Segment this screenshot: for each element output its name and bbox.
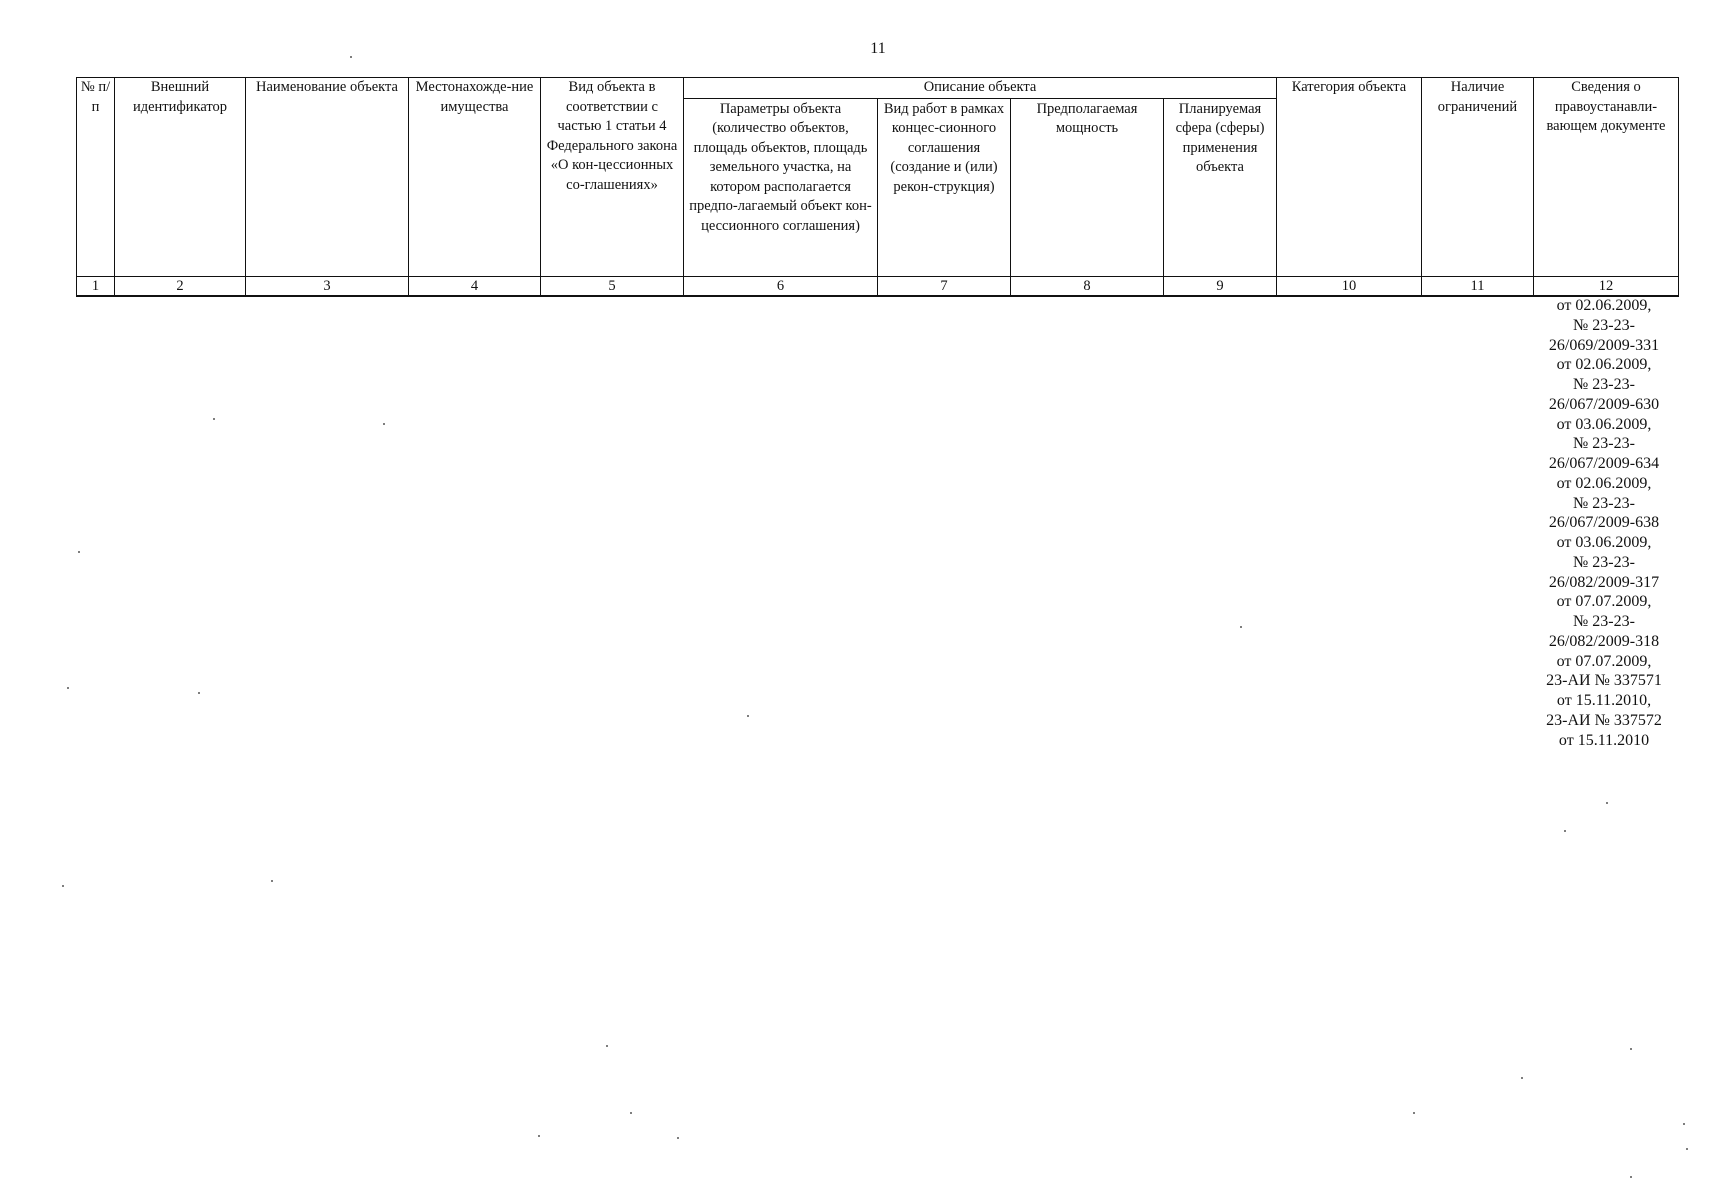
text-line: № 23-23- — [1573, 553, 1635, 571]
header-object-description: Описание объекта — [684, 78, 1277, 99]
header-title-document: Сведения о правоустанавли-вающем документе — [1534, 78, 1679, 277]
scan-speck — [1240, 626, 1242, 628]
header-external-id: Внешний идентификатор — [115, 78, 246, 277]
column-number: 6 — [684, 276, 878, 296]
column-number: 2 — [115, 276, 246, 296]
scan-speck — [1521, 1077, 1523, 1079]
table-header-row — [77, 78, 1679, 99]
text-line: 26/067/2009-638 — [1548, 514, 1660, 532]
text-line: № 23-23- — [1573, 435, 1635, 453]
text-line: от 15.11.2010 — [1558, 731, 1650, 749]
text-line: № 23-23- — [1573, 376, 1635, 393]
column-number-row — [77, 276, 1679, 296]
header-application-sphere: Планируемая сфера (сферы) применения объекта — [1164, 98, 1277, 276]
text-line: от 03.06.2009, — [1556, 415, 1652, 433]
scan-speck — [1413, 1112, 1415, 1114]
text-line: от 15.11.2010, — [1556, 692, 1652, 709]
scan-speck — [383, 423, 385, 425]
header-parameters: Параметры объекта (количество объектов, площадь объектов, площадь земельного участка, на котором располагается предпо-лагаемый объект кон-цессионного соглашения) — [684, 98, 878, 276]
scan-speck — [1606, 802, 1608, 804]
text-line: 23-АИ № 337572 — [1546, 711, 1662, 729]
text-line: 26/082/2009-317 — [1548, 573, 1660, 591]
column-number: 4 — [409, 276, 541, 296]
column-number: 12 — [1534, 276, 1679, 296]
scan-speck — [606, 1045, 608, 1047]
scan-speck — [1630, 1176, 1632, 1178]
text-line: 26/067/2009-634 — [1548, 455, 1660, 472]
scan-speck — [1686, 1148, 1688, 1150]
column-number: 7 — [878, 276, 1011, 296]
page-number: 11 — [870, 40, 886, 57]
scan-speck — [1564, 830, 1566, 832]
header-capacity: Предполагаемая мощность — [1011, 98, 1164, 276]
text-line: 26/082/2009-318 — [1548, 632, 1660, 650]
scan-speck — [198, 692, 200, 694]
header-category: Категория объекта — [1277, 78, 1422, 277]
header-object-name: Наименование объекта — [246, 78, 409, 277]
registry-table — [76, 77, 1679, 297]
scan-speck — [350, 56, 352, 58]
text-line: № 23-23- — [1573, 316, 1635, 334]
column-number: 5 — [541, 276, 684, 296]
scan-speck — [1683, 1123, 1685, 1125]
column-number: 11 — [1422, 276, 1534, 296]
header-object-type: Вид объекта в соответствии с частью 1 статьи 4 Федерального закона «О кон-цессионных со-глашениях» — [541, 78, 684, 277]
scan-speck — [271, 880, 273, 882]
scan-speck — [78, 551, 80, 553]
text-line: от 07.07.2009, — [1556, 593, 1652, 611]
text-line: 26/067/2009-630 — [1548, 395, 1660, 413]
text-line: 23-АИ № 337571 — [1546, 672, 1662, 690]
header-restrictions: Наличие ограничений — [1422, 78, 1534, 277]
text-line: № 23-23- — [1573, 494, 1635, 512]
text-line: 26/069/2009-331 — [1548, 336, 1660, 354]
text-line: от 02.06.2009, — [1556, 356, 1652, 374]
column-number: 8 — [1011, 276, 1164, 296]
text-line: от 03.06.2009, — [1556, 534, 1652, 551]
text-line: № 23-23- — [1573, 613, 1635, 630]
scan-speck — [538, 1135, 540, 1137]
scan-speck — [62, 885, 64, 887]
scan-speck — [1630, 1048, 1632, 1050]
column-number: 1 — [77, 276, 115, 296]
header-number: № п/п — [77, 78, 115, 277]
title-document-continuation — [1530, 296, 1678, 750]
scan-speck — [213, 418, 215, 420]
text-line: от 02.06.2009, — [1556, 474, 1652, 492]
column-number: 9 — [1164, 276, 1277, 296]
scan-speck — [630, 1112, 632, 1114]
text-line: от 07.07.2009, — [1556, 652, 1652, 670]
column-number: 10 — [1277, 276, 1422, 296]
scan-speck — [67, 687, 69, 689]
scan-speck — [747, 715, 749, 717]
column-number: 3 — [246, 276, 409, 296]
text-line: от 02.06.2009, — [1556, 297, 1652, 314]
header-location: Местонахожде-ние имущества — [409, 78, 541, 277]
scan-speck — [677, 1137, 679, 1139]
header-work-type: Вид работ в рамках концес-сионного соглашения (создание и (или) рекон-струкция) — [878, 98, 1011, 276]
